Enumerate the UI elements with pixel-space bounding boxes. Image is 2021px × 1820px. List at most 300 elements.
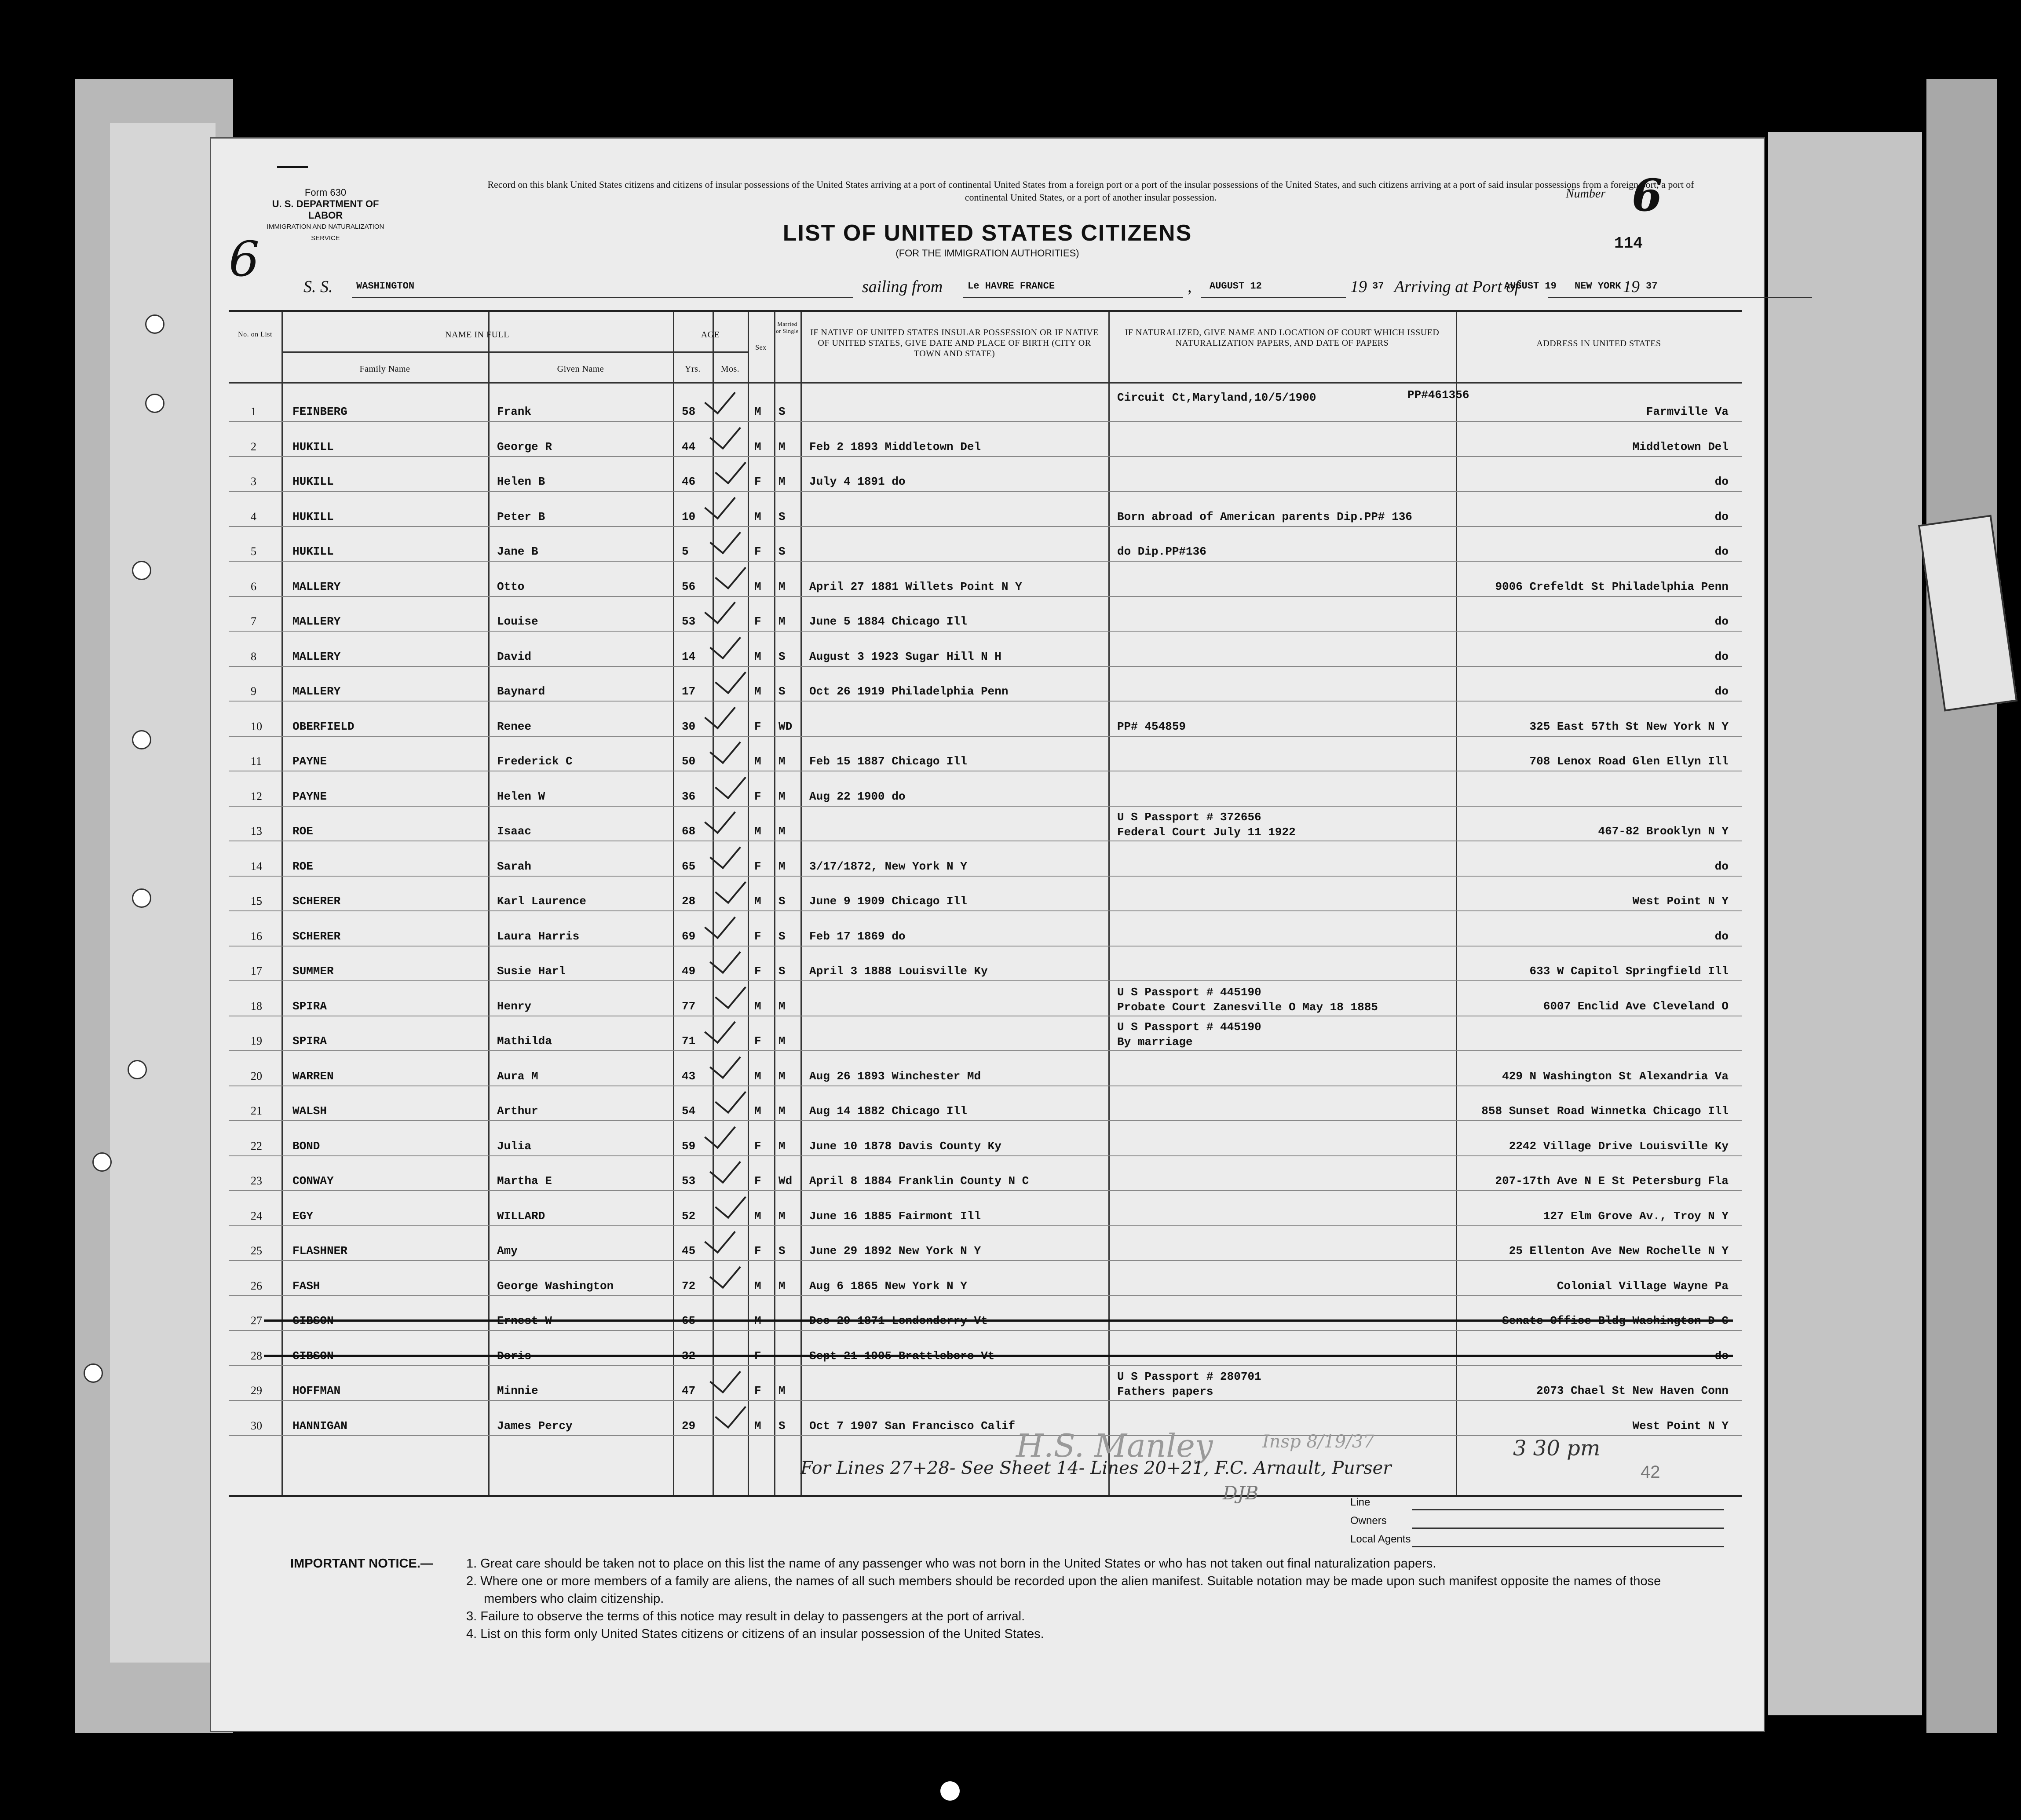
cell-birth: Oct 26 1919 Philadelphia Penn (809, 685, 1009, 698)
cell-address: Middletown Del (1632, 440, 1729, 453)
cell-sex: F (754, 1139, 761, 1153)
cell-family-name: CONWAY (292, 1174, 334, 1188)
cell-given-name: Isaac (497, 825, 532, 838)
cell-married-single: M (778, 1384, 786, 1397)
cell-married-single: S (778, 929, 786, 943)
cell-naturalization: U S Passport # 372656 (1117, 811, 1261, 824)
ship-info-line: S. S. WASHINGTON sailing from Le HAVRE FRANCE , AUGUST 12 19 37 Arriving at Port of NEW YORK (303, 277, 1711, 303)
table-row (229, 1366, 1742, 1401)
table-row (229, 666, 1742, 702)
cell-given-name: Renee (497, 720, 532, 733)
cell-age: 50 (682, 755, 696, 768)
check-mark-icon (709, 1256, 741, 1289)
cell-given-name: Frank (497, 405, 532, 418)
cell-married-single: S (778, 650, 786, 663)
cell-married-single: S (778, 405, 786, 418)
cell-given-name: David (497, 650, 532, 663)
agents-block (1350, 1493, 1411, 1549)
cell-no: 20 (251, 1069, 262, 1082)
cell-address: 325 East 57th St New York N Y (1529, 720, 1729, 733)
cell-naturalization: U S Passport # 280701 (1117, 1370, 1261, 1383)
cell-age: 68 (682, 825, 696, 838)
header-birth: IF NATIVE OF UNITED STATES INSULAR POSSESSION OR IF NATIVE OF UNITED STATES, GIVE DATE AND PLACE OF BIRTH (CITY OR TOWN AND STATE) (810, 328, 1099, 358)
cell-sex: F (754, 615, 761, 628)
cell-married-single: M (778, 999, 786, 1013)
cell-age: 49 (682, 965, 696, 978)
cell-given-name: Sarah (497, 859, 532, 873)
table-row (229, 526, 1742, 562)
cell-age: 44 (682, 440, 696, 453)
cell-age: 65 (682, 1314, 696, 1327)
cell-address: Colonial Village Wayne Pa (1557, 1279, 1729, 1293)
cell-married-single: M (778, 1034, 786, 1048)
cell-no: 30 (251, 1419, 262, 1432)
check-mark-icon (715, 976, 746, 1009)
cell-sex: M (754, 1104, 761, 1118)
arrival-port: NEW YORK (1575, 281, 1621, 292)
cell-age: 14 (682, 650, 696, 663)
cell-address: do (1714, 475, 1729, 488)
table-row (229, 596, 1742, 632)
cell-address: 708 Lenox Road Glen Ellyn Ill (1529, 755, 1729, 768)
owners-label: Owners (1350, 1515, 1387, 1527)
table-row (229, 422, 1742, 457)
cell-address: do (1714, 929, 1729, 943)
table-row (229, 981, 1742, 1016)
cell-family-name: SCHERER (292, 895, 341, 908)
cell-address: 633 W Capitol Springfield Ill (1529, 965, 1729, 978)
cell-address: 9006 Crefeldt St Philadelphia Penn (1495, 580, 1729, 593)
form-number: Form 630 (304, 187, 347, 198)
cell-age: 53 (682, 1174, 696, 1188)
cell-birth: Dec 29 1871 Londonderry Vt (809, 1314, 988, 1327)
cell-married-single: S (778, 965, 786, 978)
cell-age: 56 (682, 580, 696, 593)
cell-address: 127 Elm Grove Av., Troy N Y (1543, 1209, 1729, 1223)
cell-birth: April 8 1884 Franklin County N C (809, 1174, 1029, 1188)
check-mark-icon (704, 382, 736, 415)
cell-given-name: Frederick C (497, 755, 573, 768)
table-row (229, 1191, 1742, 1226)
header-sex: Sex (755, 344, 767, 351)
background-page-right (1768, 132, 1922, 1715)
table-row (229, 1121, 1742, 1156)
table-row (229, 946, 1742, 981)
cell-naturalization: U S Passport # 445190 (1117, 1020, 1261, 1034)
table-row (229, 1051, 1742, 1086)
cell-no: 23 (251, 1174, 262, 1187)
arrival-year-prefix: 19 (1623, 278, 1640, 296)
fill-line (1548, 297, 1812, 298)
cell-age: 52 (682, 1209, 696, 1223)
cell-given-name: James Percy (497, 1419, 573, 1433)
cell-birth: April 27 1881 Willets Point N Y (809, 580, 1022, 593)
cell-married-single: M (778, 475, 786, 488)
cell-no: 25 (251, 1244, 262, 1257)
cell-address: do (1714, 859, 1729, 873)
check-mark-icon (715, 766, 746, 799)
cell-family-name: FEINBERG (292, 405, 347, 418)
cell-no: 18 (251, 999, 262, 1012)
header-divider (229, 382, 1742, 384)
cell-no: 27 (251, 1314, 262, 1327)
cell-birth: June 16 1885 Fairmont Ill (809, 1209, 981, 1223)
binder-hole (128, 1060, 147, 1079)
check-mark-icon (709, 941, 741, 974)
top-dash-mark (277, 166, 308, 168)
cell-naturalization: Born abroad of American parents Dip.PP# 136 (1117, 510, 1412, 523)
cell-sex: F (754, 475, 761, 488)
notice-item: 1. Great care should be taken not to place on this list the name of any passenger who was not born in the United States or who has not taken out final naturalization papers. (466, 1557, 1436, 1571)
table-row (229, 492, 1742, 527)
cell-family-name: HANNIGAN (292, 1419, 347, 1433)
cell-age: 29 (682, 1419, 696, 1433)
cell-no: 21 (251, 1104, 262, 1117)
header-divider (281, 351, 748, 353)
header-no: No. on List (238, 331, 272, 338)
cell-sex: F (754, 789, 761, 803)
cell-no: 24 (251, 1209, 262, 1222)
cell-no: 12 (251, 789, 262, 803)
cell-no: 22 (251, 1139, 262, 1152)
cell-married-single: M (778, 1069, 786, 1083)
table-row (229, 1016, 1742, 1051)
cell-no: 29 (251, 1384, 262, 1397)
check-mark-icon (709, 626, 741, 659)
cell-address: Farmville Va (1646, 405, 1729, 418)
table-row (229, 1261, 1742, 1296)
check-mark-icon (704, 906, 736, 939)
cell-address: do (1714, 685, 1729, 698)
check-mark-icon (715, 661, 746, 694)
header-family-name: Family Name (359, 364, 410, 374)
cell-age: 45 (682, 1244, 696, 1257)
check-mark-icon (715, 452, 746, 485)
cell-age: 65 (682, 859, 696, 873)
cell-naturalization: Circuit Ct,Maryland,10/5/1900 (1117, 391, 1316, 404)
page-title: LIST OF UNITED STATES CITIZENS (782, 220, 1192, 246)
cell-family-name: WARREN (292, 1069, 334, 1083)
cell-birth: July 4 1891 do (809, 475, 906, 488)
cell-family-name: HUKILL (292, 440, 334, 453)
sailing-label: sailing from (862, 278, 943, 296)
cell-married-single: M (778, 580, 786, 593)
cell-married-single: S (778, 1244, 786, 1257)
cell-sex: M (754, 1069, 761, 1083)
cell-given-name: Helen W (497, 789, 545, 803)
cell-age: 71 (682, 1034, 696, 1048)
cell-naturalization: do Dip.PP#136 (1117, 545, 1206, 558)
cell-married-single: WD (778, 720, 793, 733)
header-yrs: Yrs. (685, 364, 701, 374)
cell-married-single: M (778, 1104, 786, 1118)
table-row (229, 702, 1742, 737)
cell-naturalization-detail: Fathers papers (1117, 1385, 1213, 1398)
cell-married-single: S (778, 1419, 786, 1433)
cell-naturalization-detail: By marriage (1117, 1035, 1193, 1049)
cell-given-name: Minnie (497, 1384, 538, 1397)
binder-hole (84, 1363, 103, 1383)
cell-birth: Aug 22 1900 do (809, 789, 906, 803)
cell-no: 10 (251, 720, 262, 733)
cell-sex: M (754, 580, 761, 593)
inspector-date: Insp 8/19/37 (1262, 1432, 1374, 1452)
cell-birth: Aug 26 1893 Winchester Md (809, 1069, 981, 1083)
cell-married-single: M (778, 859, 786, 873)
cell-birth: Aug 6 1865 New York N Y (809, 1279, 967, 1293)
cell-address: 2073 Chael St New Haven Conn (1536, 1384, 1729, 1397)
departure-date: AUGUST 12 (1210, 281, 1262, 292)
cell-family-name: GIBSON (292, 1349, 334, 1363)
cell-address: 429 N Washington St Alexandria Va (1502, 1069, 1729, 1083)
local-agents-label: Local Agents (1350, 1533, 1411, 1545)
header-mos: Mos. (720, 364, 740, 374)
bottom-marker-dot (940, 1781, 960, 1801)
cell-birth: 3/17/1872, New York N Y (809, 859, 967, 873)
cell-married-single: M (778, 615, 786, 628)
cell-age: 30 (682, 720, 696, 733)
cell-married-single: S (778, 685, 786, 698)
header-age: AGE (701, 330, 720, 340)
fill-line (963, 297, 1183, 298)
cell-birth: Feb 17 1869 do (809, 929, 906, 943)
check-mark-icon (704, 486, 736, 519)
cell-birth: Feb 15 1887 Chicago Ill (809, 755, 967, 768)
cell-sex: M (754, 1209, 761, 1223)
cell-sex: F (754, 1384, 761, 1397)
cell-age: 43 (682, 1069, 696, 1083)
table-row (229, 911, 1742, 947)
cell-family-name: MALLERY (292, 580, 341, 593)
check-mark-icon (704, 1221, 736, 1254)
cell-no: 8 (251, 650, 256, 663)
table-row (229, 876, 1742, 911)
cell-naturalization-detail: PP#461356 (1407, 388, 1469, 402)
cell-sex: M (754, 1419, 761, 1433)
cell-sex: M (754, 1314, 761, 1327)
cell-naturalization: PP# 454859 (1117, 720, 1186, 733)
cell-given-name: Otto (497, 580, 525, 593)
cell-sex: M (754, 510, 761, 523)
cell-no: 15 (251, 895, 262, 907)
cell-birth: Feb 2 1893 Middletown Del (809, 440, 981, 453)
ship-prefix: S. S. (303, 278, 333, 296)
cell-age: 17 (682, 685, 696, 698)
check-mark-icon (704, 696, 736, 729)
cell-family-name: FASH (292, 1279, 320, 1293)
cell-age: 53 (682, 615, 696, 628)
arrival-year: 37 (1646, 281, 1658, 292)
cell-given-name: Henry (497, 999, 532, 1013)
cell-address: West Point N Y (1632, 1419, 1729, 1433)
cell-married-single: M (778, 1139, 786, 1153)
cell-sex: F (754, 1174, 761, 1188)
ship-name: WASHINGTON (356, 281, 415, 292)
background-page-far-right (1926, 79, 1997, 1733)
cell-family-name: SUMMER (292, 965, 334, 978)
check-mark-icon (704, 801, 736, 834)
table-row (229, 387, 1742, 422)
cell-no: 16 (251, 929, 262, 943)
cell-given-name: Jane B (497, 545, 538, 558)
cell-sex: M (754, 1279, 761, 1293)
page-number: 42 (1641, 1462, 1660, 1482)
sheet-number: 114 (1614, 234, 1643, 252)
cell-address: do (1714, 545, 1729, 558)
table-row (229, 1296, 1742, 1331)
cell-birth: June 9 1909 Chicago Ill (809, 895, 967, 908)
cell-address: 25 Ellenton Ave New Rochelle N Y (1509, 1244, 1729, 1257)
cell-family-name: HUKILL (292, 545, 334, 558)
header-name-in-full: NAME IN FULL (445, 330, 509, 340)
cell-address: 2242 Village Drive Louisville Ky (1509, 1139, 1729, 1153)
cell-address: 858 Sunset Road Winnetka Chicago Ill (1481, 1104, 1729, 1118)
check-mark-icon (709, 1361, 741, 1394)
cell-family-name: MALLERY (292, 650, 341, 663)
cell-given-name: Mathilda (497, 1034, 552, 1048)
cell-sex: M (754, 755, 761, 768)
table-row (229, 632, 1742, 667)
cell-address: do (1714, 1349, 1729, 1363)
cell-age: 69 (682, 929, 696, 943)
cell-birth: August 3 1923 Sugar Hill N H (809, 650, 1001, 663)
cell-family-name: HUKILL (292, 475, 334, 488)
arrival-date: AUGUST 19 (1504, 281, 1557, 292)
cell-birth: June 10 1878 Davis County Ky (809, 1139, 1001, 1153)
notice-list (466, 1555, 1698, 1643)
cell-age: 54 (682, 1104, 696, 1118)
inspector-signature: H.S. Manley (1016, 1427, 1213, 1464)
cell-address: do (1714, 510, 1729, 523)
header-address: ADDRESS IN UNITED STATES (1536, 339, 1661, 348)
cell-birth: April 3 1888 Louisville Ky (809, 965, 988, 978)
passenger-table (229, 310, 1742, 1497)
page-subtitle: (FOR THE IMMIGRATION AUTHORITIES) (895, 248, 1079, 259)
cell-family-name: MALLERY (292, 685, 341, 698)
cell-age: 10 (682, 510, 696, 523)
cell-no: 9 (251, 685, 256, 698)
cell-given-name: Laura Harris (497, 929, 580, 943)
departure-year: 37 (1372, 281, 1384, 292)
check-mark-icon (709, 1046, 741, 1079)
cell-given-name: Doris (497, 1349, 532, 1363)
cell-address: do (1714, 650, 1729, 663)
cell-sex: M (754, 685, 761, 698)
table-row (229, 1226, 1742, 1261)
cell-family-name: FLASHNER (292, 1244, 347, 1257)
cell-age: 47 (682, 1384, 696, 1397)
header-given-name: Given Name (557, 364, 604, 374)
departure-port: Le HAVRE FRANCE (968, 281, 1055, 292)
cell-sex: F (754, 859, 761, 873)
header-married-single: Married or Single (776, 321, 799, 334)
cell-age: 32 (682, 1349, 696, 1363)
cell-naturalization: U S Passport # 445190 (1117, 985, 1261, 999)
check-mark-icon (704, 592, 736, 625)
cell-given-name: Peter B (497, 510, 545, 523)
cell-sex: F (754, 1349, 761, 1363)
cell-family-name: ROE (292, 859, 313, 873)
cell-sex: F (754, 929, 761, 943)
cell-no: 14 (251, 859, 262, 873)
cell-age: 36 (682, 789, 696, 803)
binder-hole (145, 314, 164, 334)
cell-no: 4 (251, 510, 256, 523)
check-mark-icon (709, 522, 741, 555)
check-mark-icon (715, 556, 746, 589)
table-row (229, 1401, 1742, 1436)
cell-address: 6007 Enclid Ave Cleveland O (1543, 999, 1729, 1013)
cell-family-name: GIBSON (292, 1314, 334, 1327)
cell-sex: F (754, 720, 761, 733)
fill-line (1201, 297, 1346, 298)
binder-hole (132, 730, 151, 749)
cell-family-name: PAYNE (292, 755, 327, 768)
table-row (229, 562, 1742, 597)
cell-married-single: M (778, 789, 786, 803)
cell-address: West Point N Y (1632, 895, 1729, 908)
cell-family-name: SPIRA (292, 1034, 327, 1048)
cell-married-single: M (778, 1209, 786, 1223)
notice-item: 2. Where one or more members of a family are aliens, the names of all such members should be recorded upon the alien manifest. Suitable notation may be made upon such manifest opposite the names of those members who claim citizenship. (466, 1574, 1661, 1606)
fill-line (1412, 1528, 1724, 1529)
cell-given-name: Susie Harl (497, 965, 566, 978)
cell-no: 2 (251, 440, 256, 453)
cell-age: 46 (682, 475, 696, 488)
manifest-page (211, 139, 1764, 1731)
cell-address: 207-17th Ave N E St Petersburg Fla (1495, 1174, 1729, 1188)
cell-sex: F (754, 965, 761, 978)
check-mark-icon (715, 1186, 746, 1219)
cell-given-name: Karl Laurence (497, 895, 586, 908)
check-mark-icon (709, 731, 741, 764)
cell-age: 72 (682, 1279, 696, 1293)
check-mark-icon (715, 1081, 746, 1114)
cell-address: do (1714, 615, 1729, 628)
cell-no: 3 (251, 475, 256, 488)
cell-family-name: WALSH (292, 1104, 327, 1118)
cell-no: 7 (251, 615, 256, 628)
fill-line (352, 297, 853, 298)
background-page-left-inner (110, 123, 216, 1663)
check-mark-icon (709, 1151, 741, 1184)
cell-no: 28 (251, 1349, 262, 1362)
cell-sex: M (754, 895, 761, 908)
cell-family-name: MALLERY (292, 615, 341, 628)
cell-given-name: Aura M (497, 1069, 538, 1083)
cell-no: 26 (251, 1279, 262, 1292)
service-name: IMMIGRATION AND NATURALIZATION SERVICE (267, 223, 384, 242)
notice-item: 4. List on this form only United States citizens or citizens of an insular possession of the United States. (466, 1627, 1044, 1641)
cell-given-name: WILLARD (497, 1209, 545, 1223)
cell-married-single: M (778, 1279, 786, 1293)
cell-no: 17 (251, 965, 262, 977)
initials: DJB (1223, 1482, 1259, 1504)
cell-family-name: PAYNE (292, 789, 327, 803)
cell-age: 28 (682, 895, 696, 908)
fill-line (1412, 1546, 1724, 1547)
table-row (229, 1086, 1742, 1121)
check-mark-icon (715, 1396, 746, 1429)
cell-married-single: Wd (778, 1174, 793, 1188)
cell-given-name: Arthur (497, 1104, 538, 1118)
cell-birth: Oct 7 1907 San Francisco Calif (809, 1419, 1016, 1433)
table-row (229, 736, 1742, 771)
header-naturalized: IF NATURALIZED, GIVE NAME AND LOCATION OF COURT WHICH ISSUED NATURALIZATION PAPERS, AND DATE OF PAPERS (1125, 328, 1440, 348)
check-mark-icon (715, 871, 746, 904)
cell-no: 19 (251, 1034, 262, 1047)
cell-birth: Aug 14 1882 Chicago Ill (809, 1104, 967, 1118)
